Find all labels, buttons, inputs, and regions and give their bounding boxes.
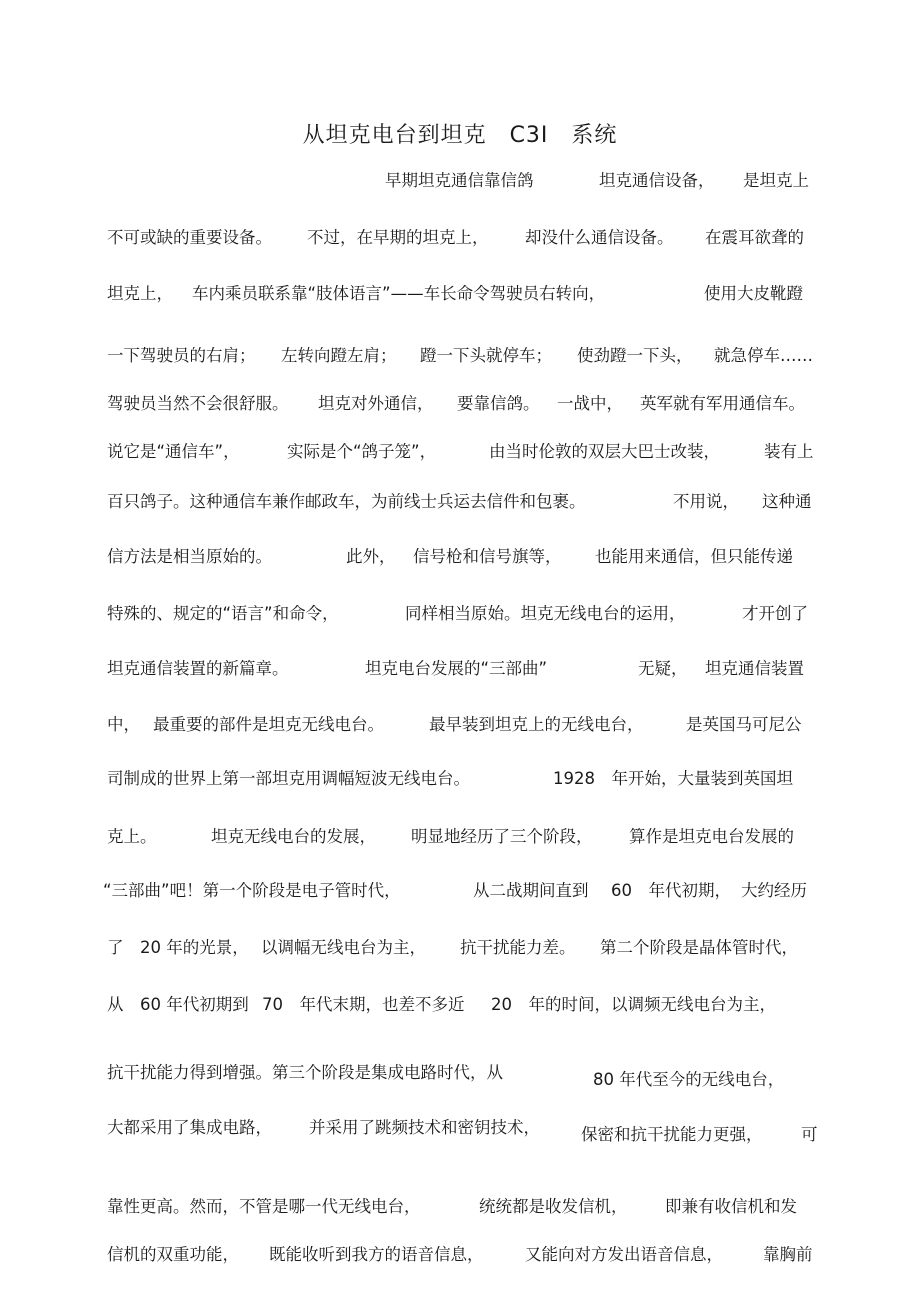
text-segment: 可 <box>801 1125 818 1144</box>
text-line <box>107 343 817 369</box>
text-segment: 坦克上， <box>107 284 173 303</box>
text-line <box>107 1242 817 1268</box>
text-segment: 从 60 年代初期到 <box>107 995 249 1014</box>
text-segment: 不用说， <box>673 492 739 511</box>
text-segment: 在震耳欲聋的 <box>705 228 804 247</box>
text-segment: 由当时伦敦的双层大巴士改装， <box>489 442 720 461</box>
text-segment: 坦克对外通信， <box>318 394 434 413</box>
text-segment: 1928 年开始，大量装到英国坦 <box>553 769 793 788</box>
text-segment: 20 年的时间，以调频无线电台为主， <box>491 995 776 1014</box>
text-line <box>107 712 817 738</box>
text-segment: 不可或缺的重要设备。 <box>107 228 272 247</box>
text-segment: 从二战期间直到 <box>473 881 589 900</box>
text-segment: 无疑， <box>638 659 688 678</box>
text-segment: “三部曲”吧！第一个阶段是电子管时代， <box>103 881 401 900</box>
text-line <box>107 1060 817 1089</box>
document-title: 从坦克电台到坦克 C3I 系统 <box>302 123 618 148</box>
text-segment: 一下驾驶员的右肩； <box>107 346 256 365</box>
text-segment: 靠胸前 <box>763 1245 813 1264</box>
text-segment: 是坦克上 <box>743 171 809 190</box>
text-line <box>107 439 817 465</box>
text-line <box>103 878 817 904</box>
text-segment: 司制成的世界上第一部坦克用调幅短波无线电台。 <box>107 769 470 788</box>
text-line <box>107 992 817 1018</box>
text-segment: 保密和抗干扰能力更强， <box>581 1125 763 1144</box>
text-segment: 是英国马可尼公 <box>686 715 802 734</box>
text-line <box>107 168 817 194</box>
text-segment: 特殊的、规定的“语言”和命令， <box>107 604 339 623</box>
text-segment: 抗干扰能力差。 <box>460 938 576 957</box>
text-segment: 以调幅无线电台为主， <box>261 938 426 957</box>
text-segment: 就急停车…… <box>714 346 813 365</box>
text-segment: 坦克通信装置的新篇章。 <box>107 659 289 678</box>
text-line <box>107 281 817 307</box>
text-segment: 使用大皮靴蹬 <box>704 284 803 303</box>
text-line <box>107 544 817 570</box>
text-segment: 第二个阶段是晶体管时代， <box>600 938 798 957</box>
text-segment: 60 年代初期， <box>611 881 731 900</box>
text-line <box>107 225 817 251</box>
text-segment: 左转向蹬左肩； <box>281 346 397 365</box>
text-segment: 蹬一下头就停车； <box>420 346 552 365</box>
text-segment: 使劲蹬一下头， <box>577 346 693 365</box>
text-segment: 坦克通信设备， <box>599 171 715 190</box>
text-segment: 既能收听到我方的语音信息， <box>269 1245 484 1264</box>
text-segment: 信机的双重功能， <box>107 1245 239 1264</box>
text-segment: 克上。 <box>107 827 157 846</box>
text-segment: 坦克通信装置 <box>705 659 804 678</box>
text-segment: 80 年代至今的无线电台， <box>593 1070 785 1089</box>
text-segment: 算作是坦克电台发展的 <box>629 827 794 846</box>
text-segment: 也能用来通信，但只能传递 <box>595 547 793 566</box>
text-segment: 英军就有军用通信车。 <box>640 394 805 413</box>
text-segment: 早期坦克通信靠信鸽 <box>385 171 534 190</box>
text-segment: 此外， <box>346 547 396 566</box>
text-line <box>107 1194 817 1220</box>
text-segment: 说它是“通信车”， <box>107 442 240 461</box>
text-segment: 并采用了跳频技术和密钥技术， <box>309 1118 540 1137</box>
text-segment: 又能向对方发出语音信息， <box>525 1245 723 1264</box>
text-segment: 这种通 <box>762 492 812 511</box>
text-segment: 大约经历 <box>741 881 807 900</box>
text-segment: 坦克电台发展的“三部曲” <box>365 659 548 678</box>
text-segment: 实际是个“鸽子笼”， <box>287 442 437 461</box>
text-segment: 却没什么通信设备。 <box>525 228 674 247</box>
text-segment: 坦克无线电台的发展， <box>211 827 376 846</box>
text-line <box>107 656 817 682</box>
text-line <box>107 489 817 515</box>
text-line <box>107 935 817 961</box>
text-segment: 靠性更高。然而，不管是哪一代无线电台， <box>107 1197 421 1216</box>
text-line <box>107 766 817 792</box>
text-segment: 最早装到坦克上的无线电台， <box>429 715 644 734</box>
text-line <box>107 391 817 417</box>
text-segment: 车内乘员联系靠“肢体语言”——车长命令驾驶员右转向， <box>192 284 606 303</box>
text-segment: 不过，在早期的坦克上， <box>307 228 489 247</box>
text-line <box>107 1115 818 1144</box>
text-segment: 中， <box>107 715 140 734</box>
text-segment: 抗干扰能力得到增强。第三个阶段是集成电路时代，从 <box>107 1063 503 1082</box>
text-line <box>107 824 817 850</box>
text-line <box>107 601 817 627</box>
text-segment: 百只鸽子。这种通信车兼作邮政车，为前线士兵运去信件和包裹。 <box>107 492 586 511</box>
text-segment: 同样相当原始。坦克无线电台的运用， <box>405 604 686 623</box>
text-segment: 装有上 <box>764 442 814 461</box>
text-segment: 统统都是收发信机， <box>479 1197 628 1216</box>
text-segment: 信号枪和信号旗等， <box>413 547 562 566</box>
text-segment: 信方法是相当原始的。 <box>107 547 272 566</box>
text-segment: 大都采用了集成电路， <box>107 1118 272 1137</box>
text-segment: 70 年代末期，也差不多近 <box>262 995 465 1014</box>
text-segment: 明显地经历了三个阶段， <box>411 827 593 846</box>
text-segment: 才开创了 <box>742 604 808 623</box>
text-segment: 最重要的部件是坦克无线电台。 <box>153 715 384 734</box>
text-segment: 了 20 年的光景， <box>107 938 249 957</box>
text-segment: 要靠信鸽。 <box>457 394 540 413</box>
text-segment: 驾驶员当然不会很舒服。 <box>107 394 289 413</box>
text-segment: 即兼有收信机和发 <box>665 1197 797 1216</box>
text-segment: 一战中， <box>557 394 623 413</box>
